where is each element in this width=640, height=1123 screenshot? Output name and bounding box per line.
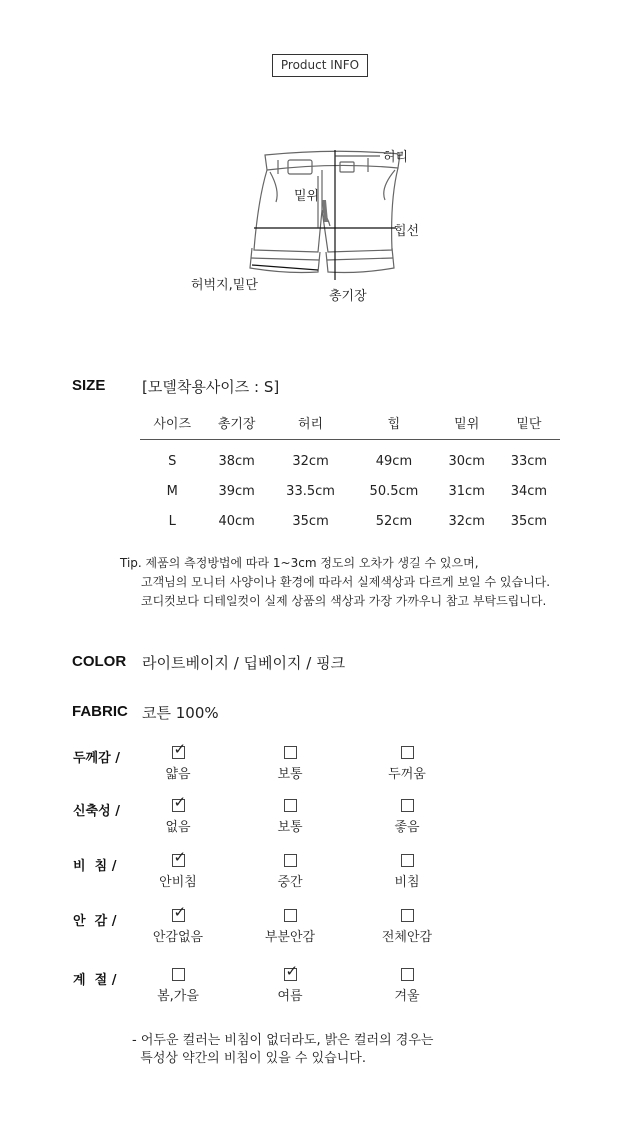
checkbox-checked-icon: [172, 740, 187, 759]
attribute-option: [235, 854, 345, 890]
header-cell: 밑단: [498, 405, 560, 440]
sheerness-note: [132, 1032, 433, 1068]
checkbox-checked-icon: [172, 903, 187, 922]
diagram-label-thigh-hem: 허벅지,밑단: [191, 278, 258, 293]
attribute-option: [123, 793, 233, 835]
attribute-label: 비 침 /: [73, 859, 117, 874]
table-cell: 52cm: [375, 513, 413, 529]
checkbox-checked-icon: [172, 793, 187, 812]
checkbox-icon: [284, 799, 297, 812]
table-cell: 33.5cm: [286, 483, 335, 499]
checkmark-icon: ✓: [285, 962, 299, 980]
note-line-2: 특성상 약간의 비침이 있을 수 있습니다.: [132, 1051, 366, 1066]
table-row: [140, 476, 560, 506]
table-cell: 50.5cm: [369, 483, 419, 499]
model-size-note: [모델착용사이즈 : S]: [142, 378, 280, 396]
table-cell: 34cm: [510, 483, 548, 499]
table-cell: 31cm: [448, 483, 485, 499]
attribute-option-label: 여름: [277, 989, 303, 1004]
table-cell: 33cm: [510, 453, 548, 469]
attribute-option-label: 두꺼움: [388, 767, 426, 782]
diagram-label-rise: 밑위: [294, 189, 320, 204]
table-cell: 35cm: [510, 513, 548, 529]
checkbox-icon: [401, 909, 414, 922]
table-cell: S: [168, 453, 177, 469]
attribute-option-label: 겨울: [394, 989, 420, 1004]
header-cell: 허리: [269, 405, 352, 440]
attribute-option: [352, 854, 462, 890]
attribute-option: [123, 968, 233, 1004]
diagram-label-length: 총기장: [329, 289, 367, 304]
header-cell: 힙: [352, 405, 435, 440]
attribute-option-label: 보통: [277, 820, 303, 835]
attribute-option-label: 안비침: [159, 875, 197, 890]
table-cell: 35cm: [292, 513, 329, 529]
attribute-option: [123, 848, 233, 890]
attribute-option-label: 얇음: [165, 767, 191, 782]
checkbox-checked-icon: [172, 848, 187, 867]
attribute-option: [352, 746, 462, 782]
table-row: [140, 440, 560, 477]
size-table-header: [140, 405, 560, 440]
checkbox-checked-icon: [284, 962, 299, 981]
attribute-option: [123, 903, 233, 945]
table-cell: M: [166, 483, 178, 499]
color-label: COLOR: [72, 653, 127, 670]
checkmark-icon: ✓: [173, 848, 187, 866]
checkmark-icon: ✓: [173, 903, 187, 921]
attribute-option-label: 보통: [277, 767, 303, 782]
color-value: 라이트베이지 / 딥베이지 / 핑크: [142, 654, 346, 672]
attribute-option: [235, 962, 345, 1004]
attribute-option: [352, 799, 462, 835]
note-line-1: - 어두운 컬러는 비침이 없더라도, 밝은 컬러의 경우는: [132, 1033, 434, 1048]
attribute-option-label: 안감없음: [152, 930, 204, 945]
product-info-title: Product INFO: [272, 54, 368, 77]
checkbox-icon: [401, 968, 414, 981]
attribute-option: [235, 746, 345, 782]
checkbox-icon: [172, 968, 185, 981]
attribute-label: 신축성 /: [73, 804, 120, 819]
size-table: [140, 405, 560, 536]
tip-line-2: 고객님의 모니터 사양이나 환경에 따라서 실제색상과 다르게 보일 수 있습니다.: [141, 575, 551, 589]
checkbox-icon: [401, 746, 414, 759]
attribute-option: [352, 968, 462, 1004]
table-cell: 32cm: [292, 453, 329, 469]
attribute-option: [123, 740, 233, 782]
table-cell: 40cm: [218, 513, 255, 529]
table-cell: 32cm: [448, 513, 485, 529]
attribute-option-label: 중간: [277, 875, 303, 890]
diagram-label-hip: 힙선: [394, 224, 420, 239]
attribute-label: 두께감 /: [73, 751, 120, 766]
checkbox-icon: [401, 854, 414, 867]
attribute-option: [352, 909, 462, 945]
attribute-option-label: 좋음: [394, 820, 420, 835]
checkmark-icon: ✓: [173, 793, 187, 811]
checkmark-icon: ✓: [173, 740, 187, 758]
table-row: [140, 506, 560, 536]
checkbox-icon: [284, 854, 297, 867]
table-cell: 49cm: [375, 453, 413, 469]
attribute-option-label: 봄,가을: [157, 989, 199, 1004]
table-cell: L: [168, 513, 176, 529]
table-cell: 30cm: [448, 453, 485, 469]
checkbox-icon: [284, 746, 297, 759]
tip-line-3: 코디컷보다 디테일컷이 실제 상품의 색상과 가장 가까우니 참고 부탁드립니다.: [141, 594, 547, 608]
header-cell: 밑위: [436, 405, 498, 440]
tip-line-1: Tip. 제품의 측정방법에 따라 1~3cm 정도의 오차가 생길 수 있으며,: [120, 556, 479, 570]
table-cell: 39cm: [218, 483, 255, 499]
attribute-option: [235, 799, 345, 835]
size-label: SIZE: [72, 377, 106, 394]
attribute-option: [235, 909, 345, 945]
attribute-option-label: 전체안감: [381, 930, 433, 945]
table-cell: 38cm: [218, 453, 255, 469]
header-cell: 사이즈: [140, 405, 204, 440]
checkbox-icon: [401, 799, 414, 812]
attribute-label: 안 감 /: [73, 914, 117, 929]
attribute-option-label: 없음: [165, 820, 191, 835]
checkbox-icon: [284, 909, 297, 922]
header-cell: 총기장: [204, 405, 268, 440]
fabric-label: FABRIC: [72, 703, 128, 720]
diagram-label-waist: 허리: [383, 150, 409, 165]
attribute-option-label: 부분안감: [264, 930, 316, 945]
fabric-value: 코튼 100%: [142, 704, 219, 722]
attribute-label: 계 절 /: [73, 973, 117, 988]
attribute-option-label: 비침: [394, 875, 420, 890]
